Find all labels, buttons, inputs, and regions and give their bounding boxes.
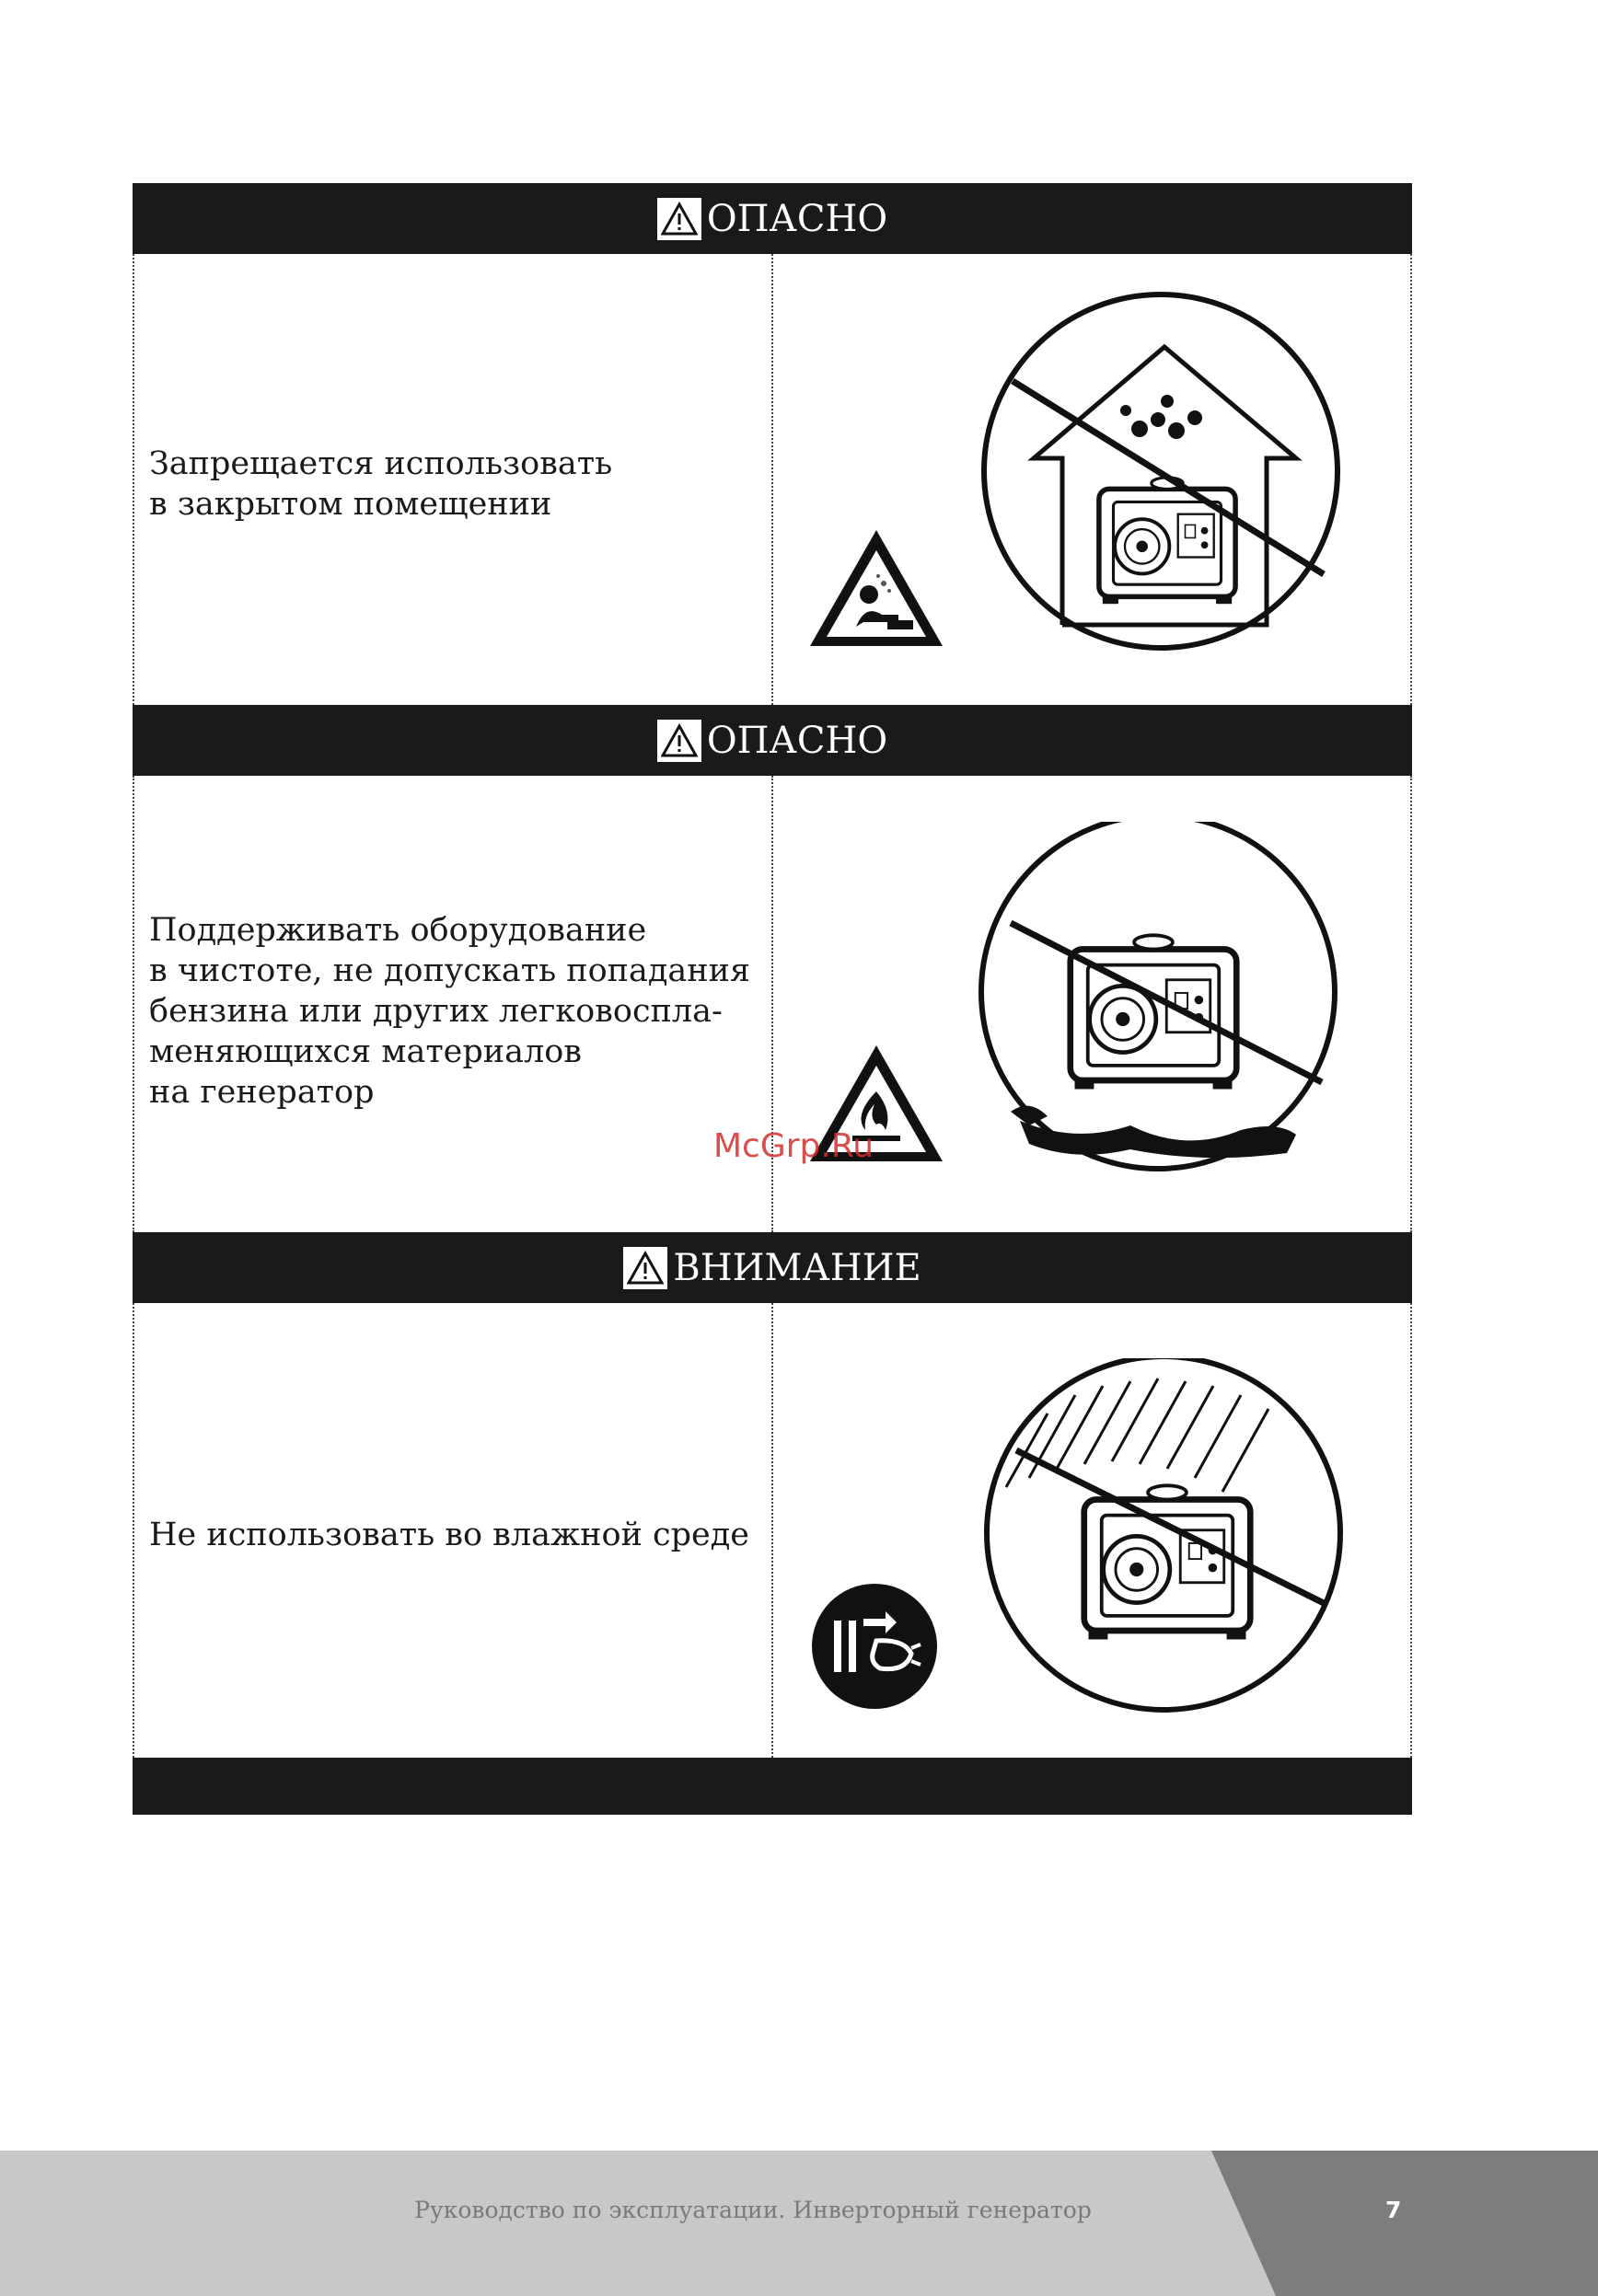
toxic-fumes-warning-icon <box>810 530 943 646</box>
footer-title: Руководство по эксплуатации. Инверторный генератор <box>414 2197 1092 2223</box>
section-3-row <box>133 1303 1412 1758</box>
no-indoor-use-illustration <box>799 291 1407 705</box>
warning-triangle-icon <box>623 1247 667 1289</box>
warning-triangle-icon <box>657 198 701 240</box>
section-3-bottom-bar <box>133 1758 1412 1815</box>
section-1-header-bar <box>133 183 1412 254</box>
no-humid-use-illustration <box>799 1358 1407 1745</box>
section-3-header-label: ВНИМАНИЕ <box>673 1246 921 1289</box>
section-2-text: Поддерживать оборудование в чистоте, не допускать попадания бензина или других легковоспла- меняющихся материалов на генератор <box>149 912 751 1111</box>
footer <box>0 2151 1598 2296</box>
footer-dark-block <box>1211 2151 1598 2296</box>
keep-clean-illustration <box>799 822 1407 1227</box>
section-2-header-label: ОПАСНО <box>706 719 888 762</box>
watermark: McGrp.Ru <box>713 1127 874 1165</box>
section-1-header-label: ОПАСНО <box>706 197 888 240</box>
section-2-header-bar <box>133 705 1412 776</box>
section-1-text: Запрещается использовать в закрытом помещении <box>149 445 613 523</box>
unplug-icon <box>812 1584 937 1709</box>
section-3-text: Не использовать во влажной среде <box>149 1517 749 1553</box>
section-3-header-bar <box>133 1232 1412 1303</box>
section-1-row <box>133 254 1412 705</box>
warning-triangle-icon <box>657 720 701 762</box>
page-number: 7 <box>1385 2197 1402 2223</box>
